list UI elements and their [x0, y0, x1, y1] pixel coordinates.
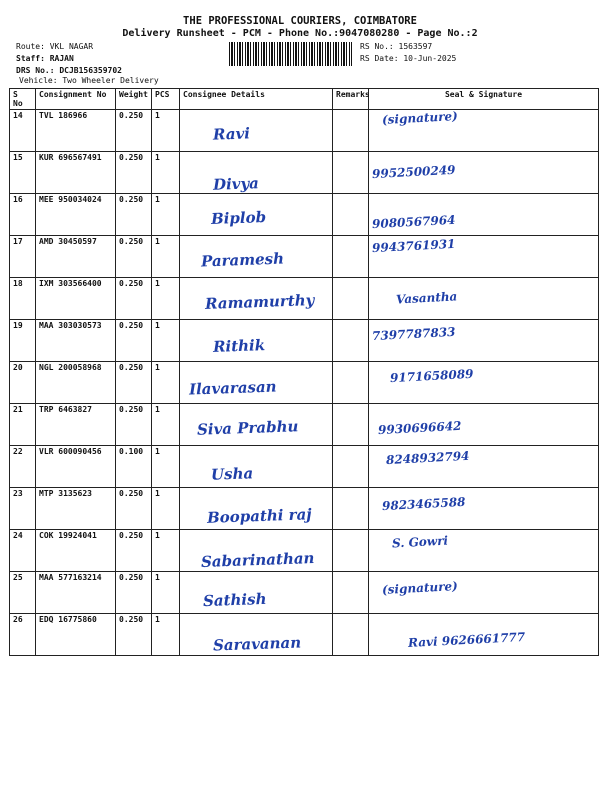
consignee-cell — [180, 530, 333, 572]
remarks-cell — [333, 530, 369, 572]
consignee-handwritten-name: Paramesh — [200, 249, 285, 271]
remarks-cell — [333, 614, 369, 656]
table-row — [10, 362, 599, 404]
weight-cell: 0.250 — [116, 530, 152, 572]
consignment-cell: MAA 303030573 — [36, 320, 116, 362]
table-header-row — [10, 89, 599, 110]
signature-cell — [369, 446, 599, 488]
pcs-cell: 1 — [152, 278, 180, 320]
consignee-cell — [180, 320, 333, 362]
signature-handwriting: 9930696642 — [377, 418, 462, 438]
signature-cell — [369, 362, 599, 404]
consignee-handwritten-name: Saravanan — [212, 633, 302, 655]
signature-cell — [369, 110, 599, 152]
table-row — [10, 572, 599, 614]
consignee-cell — [180, 278, 333, 320]
remarks-cell — [333, 110, 369, 152]
remarks-cell — [333, 194, 369, 236]
col-signature: Seal & Signature — [369, 89, 599, 110]
remarks-cell — [333, 572, 369, 614]
signature-handwriting: S. Gowri — [391, 533, 449, 551]
drs-label: DRS No.: DCJB156359702 — [16, 66, 122, 75]
pcs-cell: 1 — [152, 320, 180, 362]
pcs-cell: 1 — [152, 404, 180, 446]
table-row — [10, 152, 599, 194]
signature-handwriting: 9823465588 — [381, 494, 466, 514]
consignee-cell — [180, 404, 333, 446]
runsheet-table — [9, 88, 599, 656]
consignee-handwritten-name: Siva Prabhu — [196, 417, 299, 439]
table-row — [10, 236, 599, 278]
col-weight: Weight — [116, 89, 152, 110]
consignee-cell — [180, 110, 333, 152]
consignee-handwritten-name: Sathish — [202, 589, 267, 611]
signature-cell — [369, 614, 599, 656]
remarks-cell — [333, 362, 369, 404]
consignee-handwritten-name: Ravi — [212, 124, 251, 144]
consignee-cell — [180, 488, 333, 530]
signature-handwriting: 9952500249 — [371, 162, 456, 182]
signature-handwriting: Vasantha — [395, 289, 458, 307]
consignment-cell: EDQ 16775860 — [36, 614, 116, 656]
consignment-cell: COK 19924041 — [36, 530, 116, 572]
signature-handwriting: 9080567964 — [371, 212, 456, 232]
pcs-cell: 1 — [152, 488, 180, 530]
table-row — [10, 614, 599, 656]
consignment-cell: VLR 600090456 — [36, 446, 116, 488]
signature-handwriting: Ravi 9626661777 — [407, 629, 526, 651]
signature-cell — [369, 152, 599, 194]
col-sno: S No — [10, 89, 36, 110]
consignee-cell — [180, 236, 333, 278]
consignee-cell — [180, 572, 333, 614]
weight-cell: 0.250 — [116, 404, 152, 446]
consignment-cell: IXM 303566400 — [36, 278, 116, 320]
sno-cell: 24 — [10, 530, 36, 572]
weight-cell: 0.250 — [116, 320, 152, 362]
signature-cell — [369, 404, 599, 446]
staff-label: Staff: RAJAN — [16, 54, 74, 63]
consignee-handwritten-name: Usha — [210, 464, 254, 484]
sno-cell: 21 — [10, 404, 36, 446]
remarks-cell — [333, 152, 369, 194]
signature-cell — [369, 488, 599, 530]
signature-cell — [369, 278, 599, 320]
table-row — [10, 530, 599, 572]
consignment-cell: AMD 30450597 — [36, 236, 116, 278]
col-remarks: Remarks — [333, 89, 369, 110]
consignment-cell: MEE 950034024 — [36, 194, 116, 236]
signature-cell — [369, 320, 599, 362]
weight-cell: 0.250 — [116, 278, 152, 320]
consignment-cell: TRP 6463827 — [36, 404, 116, 446]
signature-handwriting: (signature) — [381, 109, 459, 127]
signature-cell — [369, 572, 599, 614]
sno-cell: 17 — [10, 236, 36, 278]
consignee-cell — [180, 194, 333, 236]
sno-cell: 15 — [10, 152, 36, 194]
remarks-cell — [333, 320, 369, 362]
pcs-cell: 1 — [152, 572, 180, 614]
pcs-cell: 1 — [152, 152, 180, 194]
consignee-cell — [180, 362, 333, 404]
sno-cell: 22 — [10, 446, 36, 488]
weight-cell: 0.250 — [116, 194, 152, 236]
weight-cell: 0.250 — [116, 614, 152, 656]
sno-cell: 25 — [10, 572, 36, 614]
remarks-cell — [333, 488, 369, 530]
signature-cell — [369, 530, 599, 572]
weight-cell: 0.250 — [116, 488, 152, 530]
table-row — [10, 194, 599, 236]
consignment-cell: MAA 577163214 — [36, 572, 116, 614]
table-row — [10, 488, 599, 530]
pcs-cell: 1 — [152, 446, 180, 488]
consignment-cell: KUR 696567491 — [36, 152, 116, 194]
sno-cell: 20 — [10, 362, 36, 404]
weight-cell: 0.250 — [116, 152, 152, 194]
sno-cell: 23 — [10, 488, 36, 530]
consignment-cell: NGL 200058968 — [36, 362, 116, 404]
pcs-cell: 1 — [152, 194, 180, 236]
consignee-handwritten-name: Biplob — [210, 208, 267, 228]
consignee-handwritten-name: Rithik — [212, 336, 266, 356]
signature-handwriting: 8248932794 — [385, 448, 470, 468]
col-pcs: PCS — [152, 89, 180, 110]
sno-cell: 16 — [10, 194, 36, 236]
sno-cell: 14 — [10, 110, 36, 152]
pcs-cell: 1 — [152, 362, 180, 404]
route-label: Route: VKL NAGAR — [16, 42, 94, 51]
weight-cell: 0.250 — [116, 572, 152, 614]
rs-date: RS Date: 10-Jun-2025 — [360, 54, 457, 63]
col-consignee: Consignee Details — [180, 89, 333, 110]
pcs-cell: 1 — [152, 236, 180, 278]
signature-handwriting: 9171658089 — [389, 366, 474, 386]
company-title: THE PROFESSIONAL COURIERS, COIMBATORE — [183, 15, 417, 27]
sno-cell: 18 — [10, 278, 36, 320]
remarks-cell — [333, 278, 369, 320]
weight-cell: 0.250 — [116, 236, 152, 278]
table-row — [10, 404, 599, 446]
rs-number: RS No.: 1563597 — [360, 42, 433, 51]
table-row — [10, 320, 599, 362]
consignee-handwritten-name: Ilavarasan — [188, 377, 277, 399]
consignee-cell — [180, 614, 333, 656]
sno-cell: 19 — [10, 320, 36, 362]
vehicle-label: Vehicle: Two Wheeler Delivery — [19, 76, 159, 85]
signature-handwriting: 7397787833 — [371, 324, 456, 344]
barcode — [229, 42, 352, 66]
consignee-handwritten-name: Divya — [212, 174, 260, 194]
pcs-cell: 1 — [152, 530, 180, 572]
signature-handwriting: (signature) — [381, 579, 459, 597]
consignment-cell: TVL 186966 — [36, 110, 116, 152]
remarks-cell — [333, 236, 369, 278]
remarks-cell — [333, 404, 369, 446]
consignee-handwritten-name: Ramamurthy — [204, 291, 315, 313]
pcs-cell: 1 — [152, 110, 180, 152]
signature-cell — [369, 194, 599, 236]
remarks-cell — [333, 446, 369, 488]
consignee-handwritten-name: Boopathi raj — [206, 505, 312, 527]
signature-handwriting: 9943761931 — [371, 236, 456, 256]
weight-cell: 0.250 — [116, 110, 152, 152]
pcs-cell: 1 — [152, 614, 180, 656]
runsheet-subtitle: Delivery Runsheet - PCM - Phone No.:9047080280 - Page No.:2 — [122, 28, 478, 39]
table-row — [10, 278, 599, 320]
consignee-handwritten-name: Sabarinathan — [200, 549, 315, 571]
weight-cell: 0.100 — [116, 446, 152, 488]
table-row — [10, 446, 599, 488]
col-consignment: Consignment No — [36, 89, 116, 110]
consignee-cell — [180, 152, 333, 194]
table-row — [10, 110, 599, 152]
consignment-cell: MTP 3135623 — [36, 488, 116, 530]
consignee-cell — [180, 446, 333, 488]
signature-cell — [369, 236, 599, 278]
weight-cell: 0.250 — [116, 362, 152, 404]
sno-cell: 26 — [10, 614, 36, 656]
